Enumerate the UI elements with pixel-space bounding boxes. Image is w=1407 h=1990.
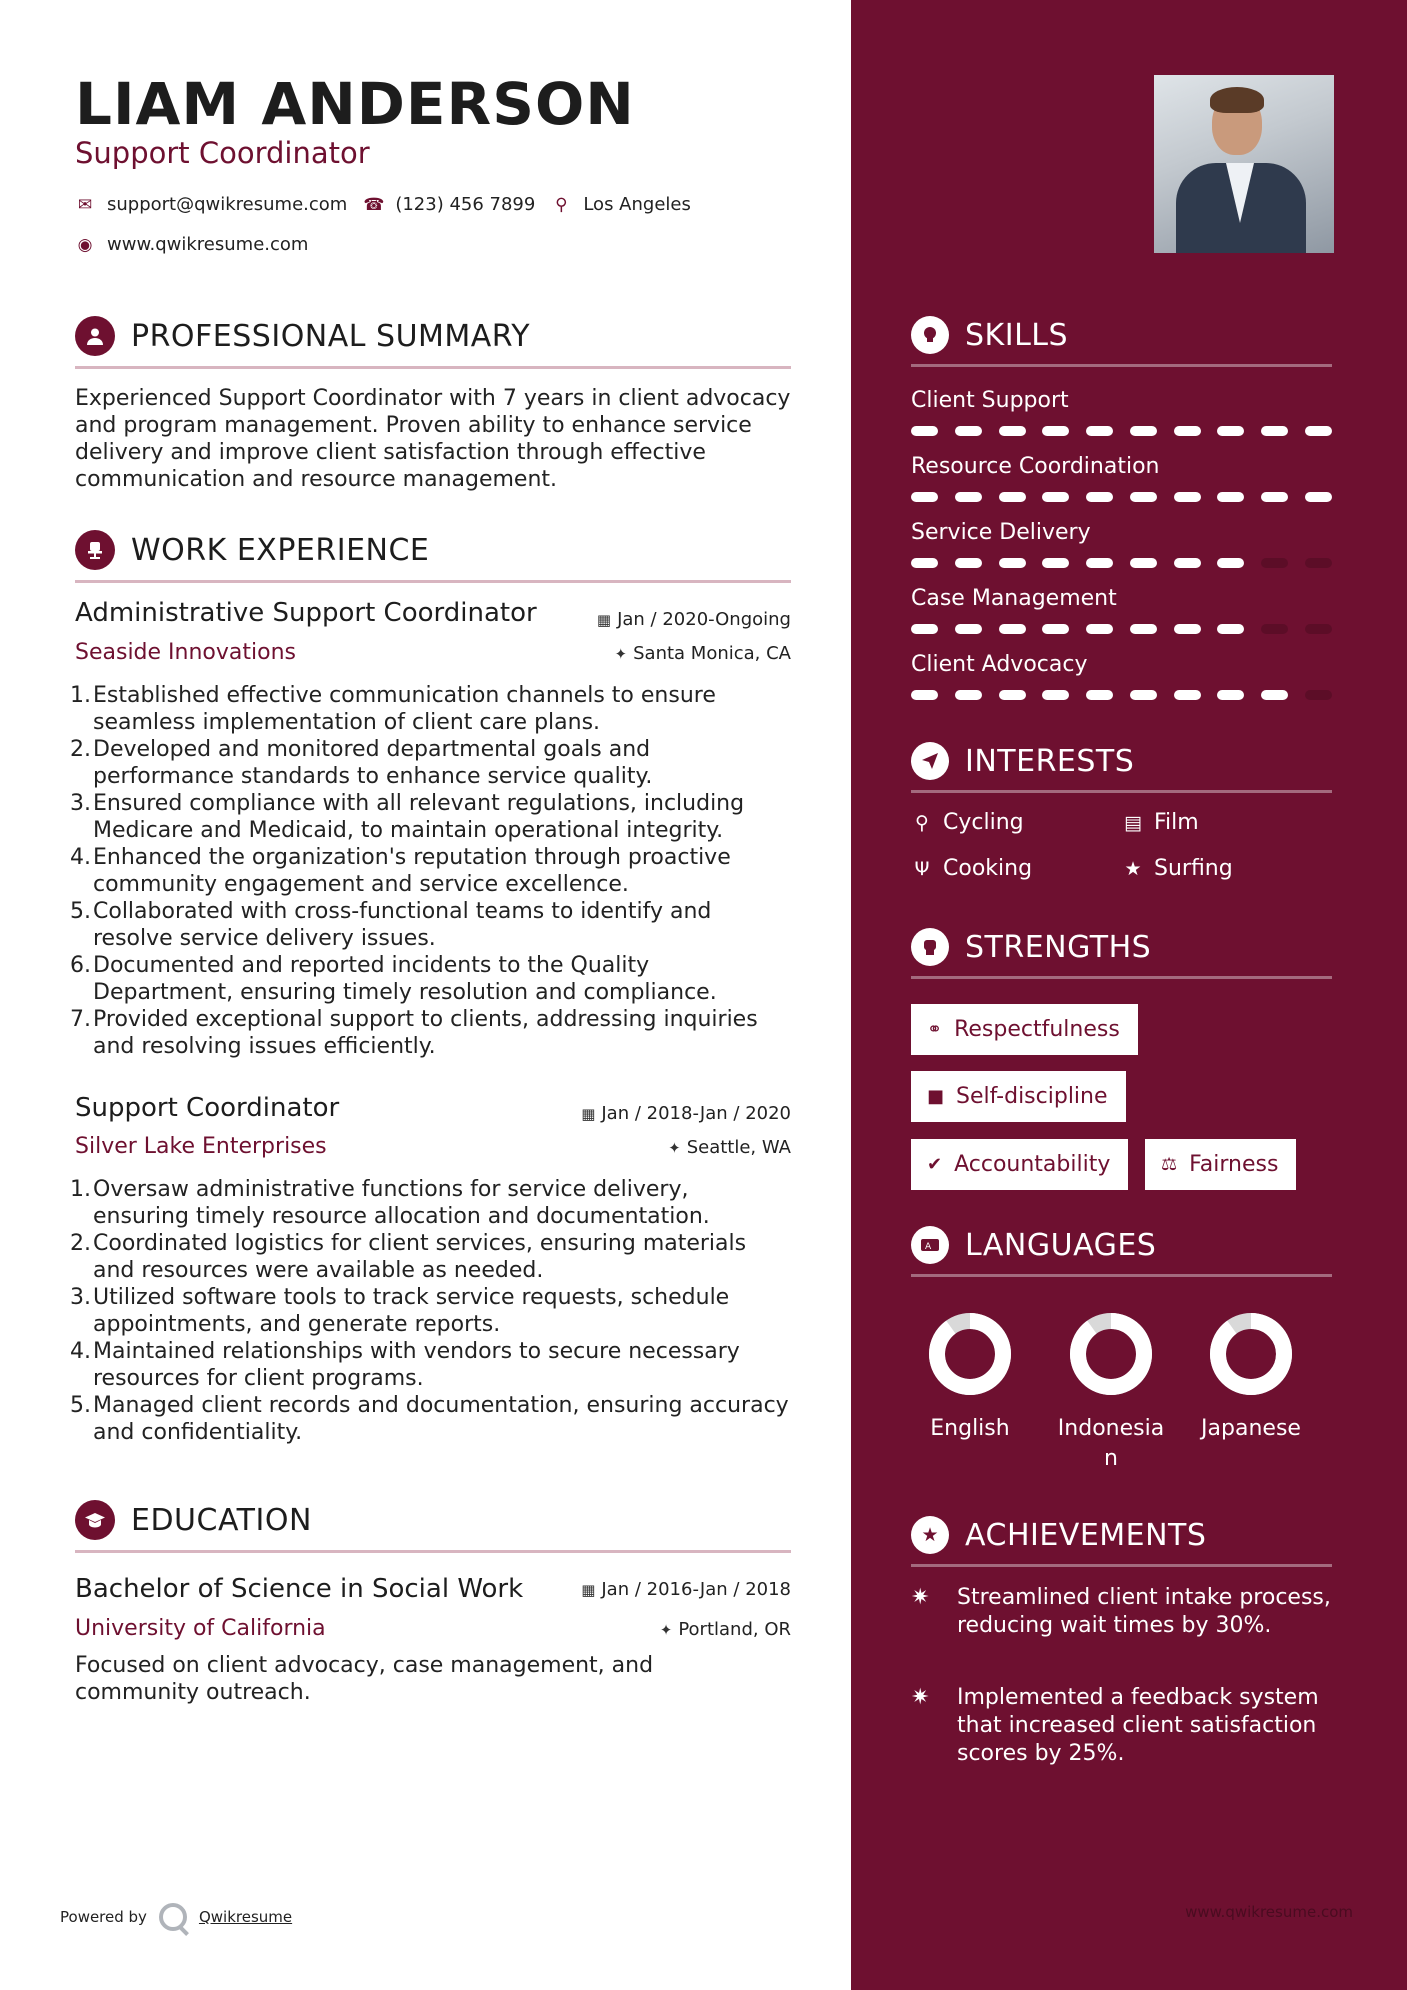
list-item: 6. Documented and reported incidents to the Quality Department, ensuring timely resolution and compliance.: [70, 953, 717, 1005]
language-name: English: [930, 1416, 1010, 1441]
skill-level-dash: [1042, 492, 1069, 502]
skill-level-meter: [911, 426, 1332, 436]
job-responsibilities: [70, 682, 790, 1060]
interest-item: ★ Surfing: [1122, 856, 1233, 881]
ring-fill: [937, 1321, 1003, 1387]
sidebar: [851, 0, 1407, 1990]
skill-level-meter: [911, 558, 1332, 568]
qwikresume-logo-icon: [159, 1903, 187, 1931]
job-company: Silver Lake Enterprises: [75, 1134, 327, 1159]
film-icon: ▤: [1124, 811, 1142, 834]
strengths-section-header: [911, 928, 1332, 979]
star-badge-icon: ✷: [911, 1685, 930, 1710]
section-title: SKILLS: [965, 317, 1069, 353]
interest-item: ▤ Film: [1122, 810, 1199, 835]
skill-name: Service Delivery: [911, 520, 1091, 545]
strength-tag: ⚭ Respectfulness: [911, 1004, 1138, 1055]
skill-level-dash: [1086, 426, 1113, 436]
skill-name: Client Support: [911, 388, 1069, 413]
section-title: LANGUAGES: [965, 1227, 1157, 1263]
education-section-header: [75, 1500, 791, 1553]
user-icon: [75, 316, 115, 356]
footer-site: www.qwikresume.com: [1185, 1903, 1353, 1921]
skill-level-dash: [1130, 426, 1157, 436]
list-item: 4. Enhanced the organization's reputation through proactive community engagement and service excellence.: [70, 845, 731, 897]
strength-tag: ⚖ Fairness: [1145, 1139, 1296, 1190]
pushpin-icon: ✦: [668, 1139, 681, 1157]
skill-level-dash: [1305, 690, 1332, 700]
list-item: 2. Developed and monitored departmental goals and performance standards to enhance service quality.: [70, 737, 653, 789]
job-title: Administrative Support Coordinator: [75, 598, 537, 628]
skill-level-dash: [1130, 558, 1157, 568]
office-chair-icon: [75, 530, 115, 570]
globe-icon: ◉: [77, 234, 93, 255]
education-date: ▦ Jan / 2016-Jan / 2018: [581, 1579, 791, 1600]
skill-level-dash: [1130, 690, 1157, 700]
skill-level-dash: [1086, 558, 1113, 568]
skill-level-meter: [911, 624, 1332, 634]
interest-item: ⚲ Cycling: [911, 810, 1024, 835]
skill-level-dash: [1086, 690, 1113, 700]
job-responsibilities: [70, 1176, 790, 1446]
handshake-icon: ⚭: [927, 1019, 943, 1040]
calendar-icon: ▦: [596, 611, 612, 629]
profile-photo: [1154, 75, 1334, 253]
utensils-icon: Ψ: [914, 857, 930, 880]
contact-row: [75, 194, 691, 215]
star-badge-icon: ✷: [911, 1585, 930, 1610]
section-title: EDUCATION: [131, 1502, 312, 1538]
skill-level-dash: [1217, 690, 1244, 700]
language-name: Indonesia n: [1057, 1416, 1165, 1471]
achievements-section-header: [911, 1516, 1332, 1567]
skill-level-dash: [1042, 426, 1069, 436]
skill-level-dash: [999, 492, 1026, 502]
skill-level-dash: [1305, 426, 1332, 436]
job-date: ▦ Jan / 2020-Ongoing: [596, 609, 791, 630]
skill-level-dash: [1042, 624, 1069, 634]
skill-level-dash: [955, 624, 982, 634]
skill-level-dash: [911, 624, 938, 634]
skill-level-dash: [1217, 426, 1244, 436]
education-location: ✦ Portland, OR: [659, 1619, 791, 1640]
language-name: Japanese: [1201, 1416, 1301, 1441]
skill-level-dash: [955, 690, 982, 700]
map-pin-icon: ⚲: [555, 194, 568, 215]
skill-level-dash: [1174, 690, 1201, 700]
skill-level-dash: [999, 624, 1026, 634]
website-link[interactable]: www.qwikresume.com: [107, 234, 309, 255]
star-icon: ★: [1124, 857, 1142, 880]
check-circle-icon: ✔: [927, 1154, 943, 1175]
skills-section-header: [911, 316, 1332, 367]
language-level-ring: [1070, 1313, 1152, 1395]
location-text: Los Angeles: [583, 194, 691, 215]
skill-level-dash: [999, 426, 1026, 436]
calendar-icon: ▦: [581, 1581, 596, 1599]
brand-link[interactable]: Qwikresume: [198, 1908, 293, 1926]
achievement-item: ✷ Streamlined client intake process, reducing wait times by 30%.: [911, 1585, 1331, 1638]
job-title: Support Coordinator: [75, 1093, 340, 1123]
skill-level-dash: [911, 558, 938, 568]
strength-tag: ✔ Accountability: [911, 1139, 1128, 1190]
skill-level-dash: [1174, 492, 1201, 502]
section-title: STRENGTHS: [965, 929, 1152, 965]
skill-level-dash: [999, 690, 1026, 700]
skill-name: Resource Coordination: [911, 454, 1160, 479]
skill-level-dash: [955, 426, 982, 436]
skill-name: Client Advocacy: [911, 652, 1088, 677]
bicycle-icon: ⚲: [915, 811, 929, 834]
school-name: University of California: [75, 1616, 326, 1641]
skill-level-dash: [1261, 558, 1288, 568]
section-title: WORK EXPERIENCE: [131, 532, 430, 568]
summary-text: Experienced Support Coordinator with 7 years in client advocacy and program management. Proven ability to enhance service delivery and improve client satisfaction through effective communication and resource management.: [75, 386, 791, 492]
strength-tag: ■ Self-discipline: [911, 1071, 1126, 1122]
achievement-item: ✷ Implemented a feedback system that increased client satisfaction scores by 25%.: [911, 1685, 1319, 1766]
skill-level-dash: [1217, 558, 1244, 568]
pushpin-icon: ✦: [614, 645, 628, 663]
paper-plane-icon: [911, 742, 949, 780]
pushpin-icon: ✦: [659, 1621, 673, 1639]
lightbulb-icon: [911, 316, 949, 354]
lock-icon: ■: [927, 1086, 945, 1107]
skill-level-dash: [955, 492, 982, 502]
skill-level-dash: [955, 558, 982, 568]
skill-level-dash: [1305, 624, 1332, 634]
ring-fill: [1078, 1321, 1144, 1387]
skill-level-dash: [1174, 558, 1201, 568]
section-title: PROFESSIONAL SUMMARY: [131, 318, 531, 354]
skill-level-dash: [1261, 492, 1288, 502]
skill-level-dash: [1261, 426, 1288, 436]
job-location: ✦ Santa Monica, CA: [614, 643, 791, 664]
list-item: 1. Oversaw administrative functions for service delivery, ensuring timely resource allocation and documentation.: [70, 1177, 710, 1229]
section-title: INTERESTS: [965, 743, 1135, 779]
website-row: [75, 234, 308, 255]
job-company: Seaside Innovations: [75, 640, 296, 665]
skill-level-meter: [911, 492, 1332, 502]
list-item: 5. Managed client records and documentation, ensuring accuracy and confidentiality.: [70, 1393, 789, 1445]
skill-level-dash: [1305, 558, 1332, 568]
candidate-role: Support Coordinator: [75, 136, 370, 170]
skill-level-dash: [911, 492, 938, 502]
list-item: 4. Maintained relationships with vendors to secure necessary resources for client programs.: [70, 1339, 740, 1391]
skill-level-dash: [1217, 492, 1244, 502]
summary-section-header: [75, 316, 791, 369]
medal-star-icon: ★: [911, 1516, 949, 1554]
language-level-ring: [929, 1313, 1011, 1395]
language-icon: [911, 1226, 949, 1264]
skill-level-dash: [1261, 690, 1288, 700]
skill-level-dash: [1086, 492, 1113, 502]
job-location: ✦ Seattle, WA: [668, 1137, 791, 1158]
phone-icon: ☎: [363, 194, 385, 215]
skill-level-dash: [999, 558, 1026, 568]
interest-item: Ψ Cooking: [911, 856, 1032, 881]
skill-level-dash: [911, 426, 938, 436]
section-title: ACHIEVEMENTS: [965, 1517, 1207, 1553]
powered-by-label: Powered by: [60, 1908, 147, 1926]
skill-level-meter: [911, 690, 1332, 700]
phone-text: (123) 456 7899: [395, 194, 536, 215]
job-date: ▦ Jan / 2018-Jan / 2020: [581, 1103, 791, 1124]
list-item: 1. Established effective communication channels to ensure seamless implementation of client care plans.: [70, 683, 716, 735]
calendar-icon: ▦: [581, 1105, 596, 1123]
candidate-name: LIAM ANDERSON: [75, 70, 635, 138]
list-item: 5. Collaborated with cross-functional teams to identify and resolve service delivery issues.: [70, 899, 712, 951]
skill-level-dash: [1042, 558, 1069, 568]
skill-level-dash: [1130, 624, 1157, 634]
list-item: 2. Coordinated logistics for client services, ensuring materials and resources were available as needed.: [70, 1231, 747, 1283]
skill-level-dash: [1042, 690, 1069, 700]
skill-name: Case Management: [911, 586, 1117, 611]
skill-level-dash: [1305, 492, 1332, 502]
balance-scale-icon: ⚖: [1161, 1154, 1178, 1175]
skill-level-dash: [911, 690, 938, 700]
skill-level-dash: [1174, 624, 1201, 634]
skill-level-dash: [1261, 624, 1288, 634]
degree-title: Bachelor of Science in Social Work: [75, 1574, 524, 1604]
fist-icon: [911, 928, 949, 966]
powered-by: [60, 1903, 292, 1931]
svg-text:A: A: [925, 1242, 932, 1252]
list-item: 3. Ensured compliance with all relevant regulations, including Medicare and Medicaid, to maintain operational integrity.: [70, 791, 745, 843]
education-description: Focused on client advocacy, case management, and community outreach.: [75, 1653, 654, 1705]
skill-level-dash: [1217, 624, 1244, 634]
interests-section-header: [911, 742, 1332, 793]
experience-section-header: [75, 530, 791, 583]
graduation-cap-icon: [75, 1500, 115, 1540]
skill-level-dash: [1130, 492, 1157, 502]
languages-section-header: [911, 1226, 1332, 1277]
skill-level-dash: [1086, 624, 1113, 634]
envelope-icon: ✉: [77, 194, 93, 215]
list-item: 3. Utilized software tools to track service requests, schedule appointments, and generate reports.: [70, 1285, 730, 1337]
list-item: 7. Provided exceptional support to clients, addressing inquiries and resolving issues efficiently.: [70, 1007, 758, 1059]
ring-fill: [1218, 1321, 1284, 1387]
skill-level-dash: [1174, 426, 1201, 436]
email-link[interactable]: support@qwikresume.com: [107, 194, 348, 215]
language-level-ring: [1210, 1313, 1292, 1395]
